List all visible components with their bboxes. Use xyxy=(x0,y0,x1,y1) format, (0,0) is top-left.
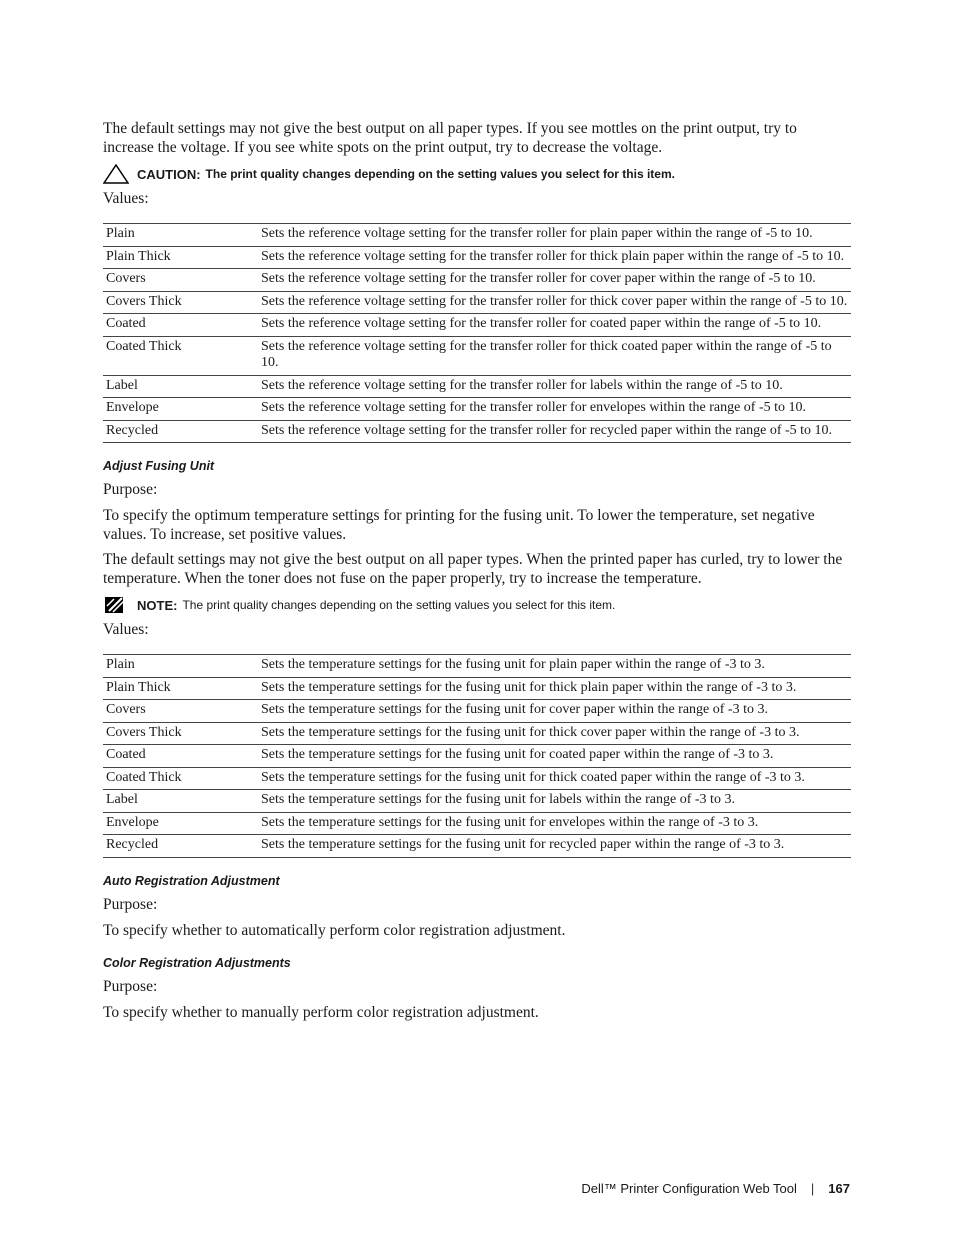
section-heading-auto-registration: Auto Registration Adjustment xyxy=(103,873,280,888)
table-row xyxy=(103,700,851,723)
setting-description-cell: Sets the reference voltage setting for the transfer roller for coated paper within the range of -5 to 10. xyxy=(255,314,851,337)
table-row xyxy=(103,291,851,314)
note-label: NOTE: xyxy=(137,597,178,613)
color-registration-text: To specify whether to manually perform color registration adjustment. xyxy=(103,1004,539,1021)
setting-name-cell: Coated xyxy=(103,745,255,768)
setting-name-cell: Coated Thick xyxy=(103,767,255,790)
auto-registration-text: To specify whether to automatically perform color registration adjustment. xyxy=(103,921,566,939)
caution-label: CAUTION: xyxy=(137,166,201,182)
caution-triangle-icon xyxy=(103,164,129,184)
note-text: The print quality changes depending on the setting values you select for this item. xyxy=(182,598,616,612)
footer-title: Dell™ Printer Configuration Web Tool xyxy=(581,1181,797,1196)
setting-description-cell: Sets the temperature settings for the fusing unit for plain paper within the range of -3 to 3. xyxy=(255,655,851,678)
setting-name-cell: Plain Thick xyxy=(103,246,255,269)
table-row xyxy=(103,246,851,269)
setting-name-cell: Covers Thick xyxy=(103,722,255,745)
setting-description-cell: Sets the temperature settings for the fusing unit for thick cover paper within the range of -3 to 3. xyxy=(255,722,851,745)
setting-description-cell: Sets the reference voltage setting for the transfer roller for labels within the range of -5 to 10. xyxy=(255,375,851,398)
section-heading-color-registration: Color Registration Adjustments xyxy=(103,956,291,970)
page-content xyxy=(103,120,851,1030)
values-label: Values: xyxy=(103,621,149,638)
setting-description-cell: Sets the reference voltage setting for the transfer roller for cover paper within the range of -5 to 10. xyxy=(255,269,851,292)
table-row xyxy=(103,398,851,421)
purpose-label: Purpose: xyxy=(103,978,158,995)
values-label: Values: xyxy=(103,190,149,207)
setting-description-cell: Sets the temperature settings for the fusing unit for cover paper within the range of -3 to 3. xyxy=(255,700,851,723)
table-row xyxy=(103,375,851,398)
setting-name-cell: Recycled xyxy=(103,835,255,858)
intro-paragraph: The default settings may not give the best output on all paper types. If you see mottles on the print output, try to increase the voltage. If you see white spots on the print output, try to decrease the voltage. xyxy=(103,120,797,156)
note-notice xyxy=(103,595,851,615)
caution-notice xyxy=(103,164,851,184)
setting-name-cell: Label xyxy=(103,790,255,813)
purpose-label: Purpose: xyxy=(103,481,158,498)
setting-name-cell: Plain Thick xyxy=(103,677,255,700)
setting-description-cell: Sets the temperature settings for the fusing unit for thick coated paper within the range of -3 to 3. xyxy=(255,767,851,790)
table-row xyxy=(103,722,851,745)
setting-description-cell: Sets the temperature settings for the fusing unit for thick plain paper within the range of -3 to 3. xyxy=(255,677,851,700)
setting-description-cell: Sets the reference voltage setting for the transfer roller for thick coated paper within the range of -5 to 10. xyxy=(255,336,851,375)
page-number: 167 xyxy=(828,1181,850,1196)
fusing-default-text: The default settings may not give the best output on all paper types. When the printed paper has curled, try to lower the temperature. When the toner does not fuse on the paper properly, try to increase the temperature. xyxy=(103,551,843,587)
setting-description-cell: Sets the temperature settings for the fusing unit for envelopes within the range of -3 to 3. xyxy=(255,812,851,835)
table-row xyxy=(103,835,851,858)
table-row xyxy=(103,655,851,678)
section-heading-fusing: Adjust Fusing Unit xyxy=(103,459,215,473)
table-row xyxy=(103,224,851,247)
setting-name-cell: Coated Thick xyxy=(103,336,255,375)
setting-name-cell: Covers xyxy=(103,269,255,292)
setting-name-cell: Envelope xyxy=(103,812,255,835)
page-footer xyxy=(581,1181,850,1196)
purpose-label: Purpose: xyxy=(103,895,158,913)
caution-text: The print quality changes depending on the setting values you select for this item. xyxy=(205,167,675,181)
transfer-voltage-table xyxy=(103,223,851,443)
setting-description-cell: Sets the temperature settings for the fusing unit for coated paper within the range of -3 to 3. xyxy=(255,745,851,768)
setting-name-cell: Covers xyxy=(103,700,255,723)
setting-description-cell: Sets the reference voltage setting for the transfer roller for envelopes within the range of -5 to 10. xyxy=(255,398,851,421)
setting-description-cell: Sets the reference voltage setting for the transfer roller for thick plain paper within the range of -5 to 10. xyxy=(255,246,851,269)
setting-description-cell: Sets the temperature settings for the fusing unit for recycled paper within the range of -3 to 3. xyxy=(255,835,851,858)
table-row xyxy=(103,336,851,375)
setting-name-cell: Plain xyxy=(103,655,255,678)
table-row xyxy=(103,269,851,292)
note-pencil-icon xyxy=(103,595,129,615)
setting-name-cell: Plain xyxy=(103,224,255,247)
setting-description-cell: Sets the reference voltage setting for the transfer roller for plain paper within the range of -5 to 10. xyxy=(255,224,851,247)
setting-name-cell: Envelope xyxy=(103,398,255,421)
table-row xyxy=(103,420,851,443)
table-row xyxy=(103,314,851,337)
table-row xyxy=(103,745,851,768)
table-row xyxy=(103,790,851,813)
fusing-temperature-table xyxy=(103,654,851,858)
table-row xyxy=(103,812,851,835)
setting-name-cell: Label xyxy=(103,375,255,398)
setting-name-cell: Covers Thick xyxy=(103,291,255,314)
table-row xyxy=(103,677,851,700)
setting-description-cell: Sets the reference voltage setting for the transfer roller for recycled paper within the range of -5 to 10. xyxy=(255,420,851,443)
fusing-purpose-text: To specify the optimum temperature settings for printing for the fusing unit. To lower the temperature, set negative values. To increase, set positive values. xyxy=(103,507,815,543)
table-row xyxy=(103,767,851,790)
setting-name-cell: Recycled xyxy=(103,420,255,443)
footer-separator: | xyxy=(810,1181,815,1196)
setting-description-cell: Sets the reference voltage setting for the transfer roller for thick cover paper within the range of -5 to 10. xyxy=(255,291,851,314)
setting-description-cell: Sets the temperature settings for the fusing unit for labels within the range of -3 to 3. xyxy=(255,790,851,813)
setting-name-cell: Coated xyxy=(103,314,255,337)
